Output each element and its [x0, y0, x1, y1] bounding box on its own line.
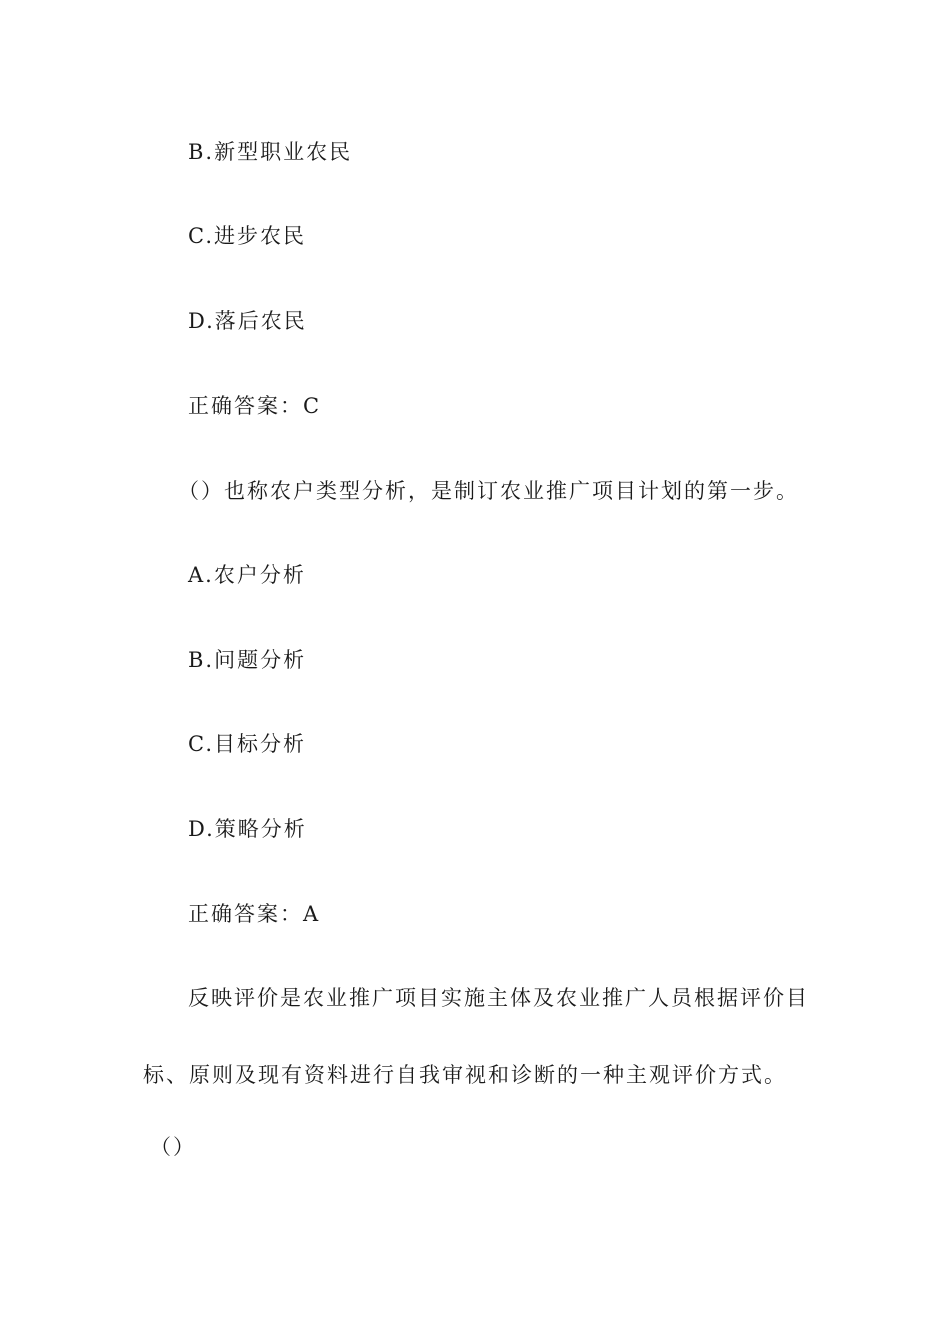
- option-a: A.农户分析: [188, 563, 306, 587]
- option-b: B.新型职业农民: [188, 140, 353, 164]
- question-stem-line-1: 反映评价是农业推广项目实施主体及农业推广人员根据评价目: [188, 986, 809, 1010]
- option-d: D.策略分析: [188, 817, 307, 841]
- question-stem-line-2: 标、原则及现有资料进行自我审视和诊断的一种主观评价方式。: [143, 1063, 787, 1087]
- option-c: C.目标分析: [188, 732, 306, 756]
- option-d: D.落后农民: [188, 309, 307, 333]
- answer-blank: （）: [150, 1135, 196, 1159]
- question-stem: （）也称农户类型分析，是制订农业推广项目计划的第一步。: [178, 479, 799, 503]
- correct-answer: 正确答案：C: [188, 394, 322, 418]
- option-c: C.进步农民: [188, 224, 306, 248]
- correct-answer: 正确答案：A: [188, 902, 321, 926]
- option-b: B.问题分析: [188, 648, 307, 672]
